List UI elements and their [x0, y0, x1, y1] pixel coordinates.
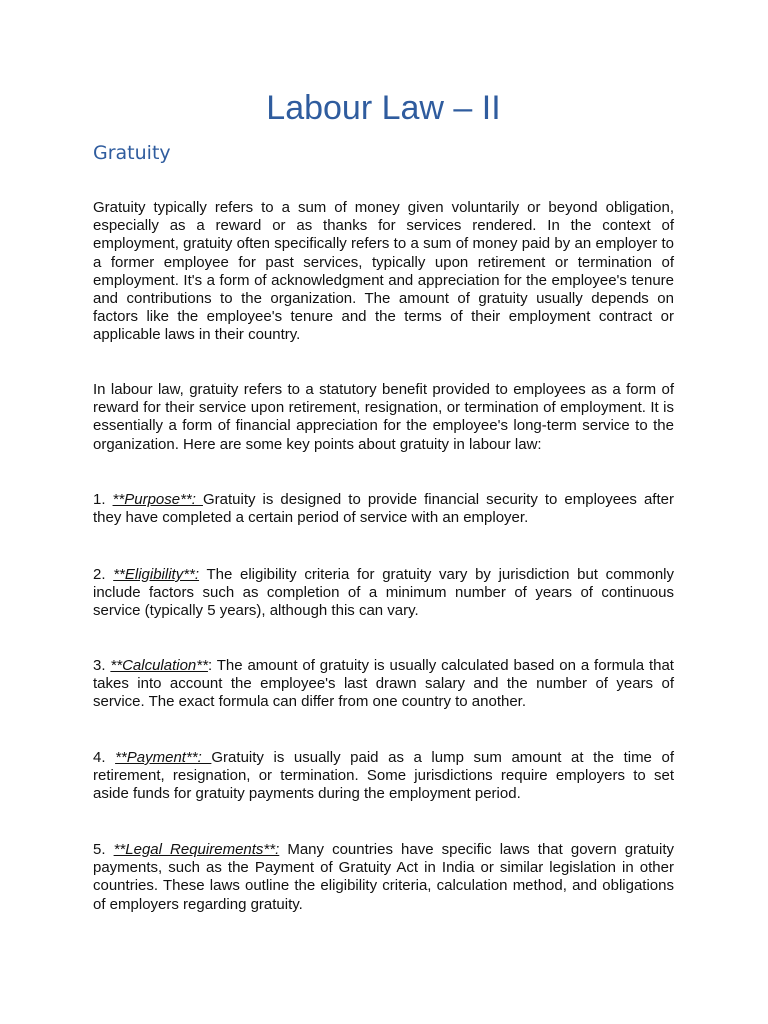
point-number: 2.: [93, 566, 114, 583]
point-text: Many countries have specific laws that govern gratuity payments, such as the Payment of Gratuity Act in India or similar legislation in other countries. These laws outline the eligibility criteria, calculation method, and obligations of employers regarding gratuity.: [93, 841, 674, 913]
point-calculation: [93, 657, 674, 712]
point-label: **Eligibility**:: [113, 566, 200, 583]
point-label: **Payment**:: [115, 749, 212, 766]
point-number: 4.: [93, 749, 116, 766]
labour-law-paragraph: In labour law, gratuity refers to a statutory benefit provided to employees as a form of reward for their service upon retirement, resignation, or termination of employment. It is essentially a form of financial appreciation for the employee's long-term service to the organization. Here are some key points about gratuity in labour law:: [93, 381, 674, 453]
point-legal-requirements: [93, 841, 674, 914]
point-number: 1.: [93, 491, 113, 508]
document-title: Labour Law – II: [266, 89, 501, 127]
point-eligibility: [93, 566, 674, 621]
point-number: 3.: [93, 657, 111, 674]
point-text: The eligibility criteria for gratuity vary by jurisdiction but commonly include factors such as completion of a minimum number of years of continuous service (typically 5 years), although this can vary.: [93, 566, 674, 620]
point-purpose: [93, 491, 674, 527]
point-text: Gratuity is usually paid as a lump sum amount at the time of retirement, resignation, or termination. Some jurisdictions require employers to set aside funds for gratuity payments during the employment period.: [93, 749, 674, 803]
point-label: **Calculation**: [110, 657, 208, 674]
intro-paragraph: Gratuity typically refers to a sum of money given voluntarily or beyond obligation, especially as a reward or as thanks for services rendered. In the context of employment, gratuity often specifically refers to a sum of money paid by an employer to a former employee for past services, typically upon retirement or termination of employment. It's a form of acknowledgment and appreciation for the employee's tenure and contributions to the organization. The amount of gratuity usually depends on factors like the employee's tenure and the terms of their employment contract or applicable laws in their country.: [93, 199, 674, 344]
section-heading: Gratuity: [93, 142, 171, 164]
point-number: 5.: [93, 841, 114, 858]
point-label: **Purpose**:: [112, 491, 203, 508]
point-text: Gratuity is designed to provide financial security to employees after they have completed a certain period of service with an employer.: [93, 491, 674, 527]
point-payment: [93, 749, 674, 804]
point-text: : The amount of gratuity is usually calculated based on a formula that takes into account the employee's last drawn salary and the number of years of service. The exact formula can differ from one country to another.: [93, 657, 674, 711]
point-label: **Legal Requirements**:: [113, 841, 280, 858]
